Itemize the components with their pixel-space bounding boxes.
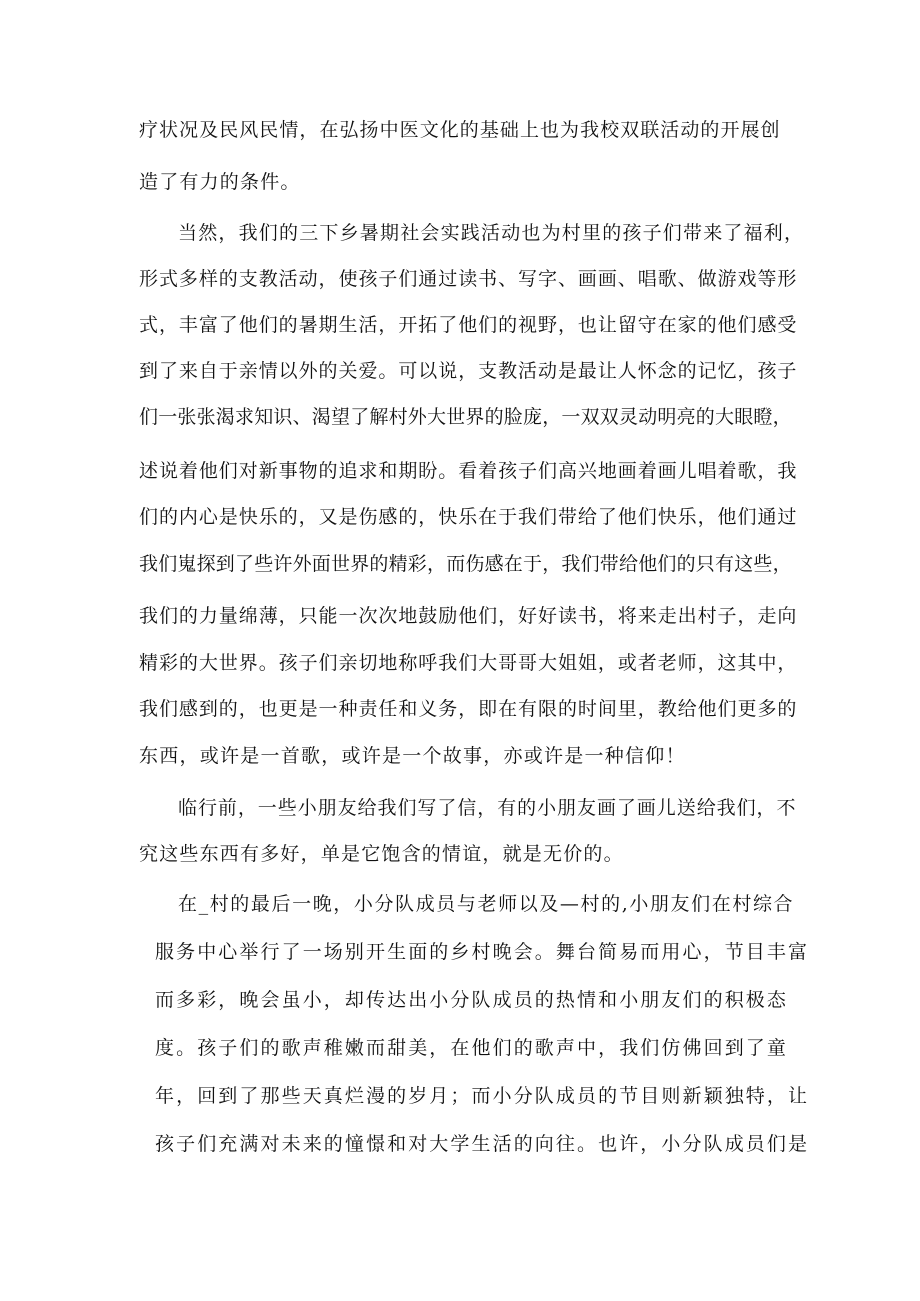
text-line: 而多彩，晚会虽小，却传达出小分队成员的热情和小朋友们的积极态 <box>155 989 789 1011</box>
text-line: 度。孩子们的歌声稚嫩而甜美，在他们的歌声中，我们仿佛回到了童 <box>155 1037 789 1059</box>
text-line: 我们嵬探到了些许外面世界的精彩，而伤感在于，我们带给他们的只有这些， <box>139 553 792 575</box>
text-line: 在_村的最后一晚，小分队成员与老师以及—村的,小朋友们在村综合 <box>178 893 795 915</box>
text-line: 年，回到了那些天真烂漫的岁月；而小分队成员的节目则新颖独特，让 <box>155 1085 810 1107</box>
text-line: 们的内心是快乐的，又是伤感的，快乐在于我们带给了他们快乐，他们通过 <box>139 506 798 528</box>
text-line: 到了来自于亲情以外的关爱。可以说，支教活动是最让人怀念的记忆，孩子 <box>139 360 798 382</box>
text-line: 我们的力量绵薄，只能一次次地鼓励他们，好好读书，将来走出村子，走向 <box>139 605 798 627</box>
text-line: 述说着他们对新事物的追求和期盼。看着孩子们高兴地画着画儿唱着歌，我 <box>139 460 798 482</box>
text-line: 造了有力的条件。 <box>139 171 301 193</box>
text-line: 我们感到的，也更是一种责任和义务，即在有限的时间里，教给他们更多的 <box>139 698 798 720</box>
text-line: 服务中心举行了一场别开生面的乡村晚会。舞台简易而用心，节目丰富 <box>155 941 810 963</box>
text-line: 形式多样的支教活动，使孩子们通过读书、写字、画画、唱歌、做游戏等形 <box>139 268 798 290</box>
text-line: 东西，或许是一首歌，或许是一个故事，亦或许是一种信仰！ <box>139 745 686 767</box>
text-line: 当然，我们的三下乡暑期社会实践活动也为村里的孩子们带来了福利， <box>178 222 805 244</box>
text-line: 究这些东西有多好，单是它饱含的情谊，就是无价的。 <box>139 843 624 865</box>
text-line: 疗状况及民风民情，在弘扬中医文化的基础上也为我校双联活动的开展创 <box>139 119 781 141</box>
text-line: 临行前，一些小朋友给我们写了信，有的小朋友画了画儿送给我们，不 <box>178 797 797 819</box>
text-line: 式，丰富了他们的暑期生活，开拓了他们的视野，也让留守在家的他们感受 <box>139 314 798 336</box>
text-line: 们一张张渴求知识、渴望了解村外大世界的脸庞，一双双灵动明亮的大眼瞪， <box>139 406 792 428</box>
text-line: 孩子们充满对未来的憧憬和对大学生活的向往。也许，小分队成员们是 <box>155 1133 810 1155</box>
text-line: 精彩的大世界。孩子们亲切地称呼我们大哥哥大姐姐，或者老师，这其中， <box>139 652 798 674</box>
